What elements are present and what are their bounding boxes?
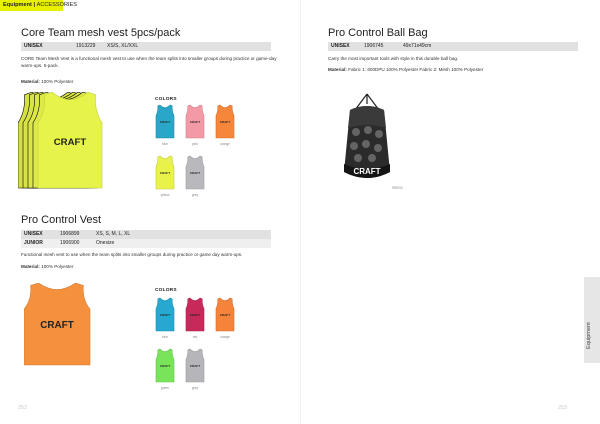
color-swatch-green[interactable]	[155, 348, 175, 389]
swatch-vest-image	[155, 297, 175, 333]
spec-label: JUNIOR	[24, 240, 43, 246]
color-swatch-orange[interactable]	[215, 297, 235, 338]
spec-code: 1906900	[60, 240, 80, 246]
product-title-pro-control-vest: Pro Control Vest	[21, 214, 102, 226]
product-description: Functional mesh vest to use when the team splits into smaller groups during practice or game day warm-ups.	[21, 252, 243, 257]
product-title-core-team-vest: Core Team mesh vest 5pcs/pack	[21, 27, 181, 39]
color-swatch-label: yellow	[160, 193, 170, 197]
color-swatch-label: blue	[161, 142, 169, 146]
page-gutter	[300, 0, 301, 424]
breadcrumb-category: Equipment	[3, 2, 32, 8]
spec-code: 1913229	[76, 43, 96, 49]
swatch-vest-image	[155, 104, 175, 140]
spec-code: 1906745	[364, 43, 384, 49]
vest-shape	[38, 92, 102, 188]
swatch-vest-image	[185, 348, 205, 384]
color-swatch-label: pink	[192, 142, 198, 146]
vest-shape	[156, 105, 174, 138]
color-swatch-orange[interactable]	[215, 104, 235, 145]
breadcrumb	[0, 0, 78, 11]
side-tab-label: Equipment	[586, 322, 592, 349]
spec-label: UNISEX	[24, 43, 43, 49]
vest-logo: CRAFT	[219, 120, 231, 125]
vest-logo: CRAFT	[159, 313, 171, 318]
colors-title: COLORS	[155, 97, 177, 102]
product-image-ball-bag	[338, 92, 396, 188]
vest-logo: CRAFT	[189, 120, 201, 125]
vest-logo: CRAFT	[189, 364, 201, 369]
breadcrumb-text: Equipment | ACCESSORIES	[3, 2, 78, 8]
spec-code: 1906899	[60, 231, 80, 237]
color-swatch-red[interactable]	[185, 297, 205, 338]
product-material	[21, 79, 279, 86]
product-description: Carry the most important tools with style in this durable ball bag.	[328, 56, 459, 61]
product-material	[328, 67, 578, 74]
vest-logo: CRAFT	[189, 171, 201, 176]
spec-sizes: XS/S, XL/XXL	[107, 43, 139, 49]
color-swatch-yellow[interactable]	[155, 155, 175, 196]
vest-logo: CRAFT	[159, 120, 171, 125]
color-swatch-blue[interactable]	[155, 104, 175, 145]
product-image-core-team-vest	[18, 92, 108, 190]
spec-row-junior	[21, 239, 271, 248]
material-value: 100% Polyester	[41, 79, 74, 84]
color-swatch-label: red	[192, 335, 198, 339]
spec-sizes: 49x71x49cm	[403, 43, 432, 49]
page-number-left: 252	[18, 405, 27, 411]
swatch-vest-image	[215, 297, 235, 333]
spec-label: UNISEX	[24, 231, 43, 237]
vest-shape	[216, 298, 234, 331]
swatch-vest-image	[155, 155, 175, 191]
color-swatch-label: grey	[191, 193, 199, 197]
vest-logo: CRAFT	[159, 171, 171, 176]
vest-shape	[186, 156, 204, 189]
breadcrumb-sub: ACCESSORIES	[36, 2, 78, 8]
color-swatch-blue[interactable]	[155, 297, 175, 338]
vest-logo: CRAFT	[53, 136, 87, 148]
bag-logo: CRAFT	[353, 167, 381, 176]
swatch-vest-image	[185, 155, 205, 191]
material-value: Fabric 1: 600DPU 100% Polyester Fabric 2: Mesh 100% Polyester	[348, 67, 484, 72]
color-swatch-grey[interactable]	[185, 348, 205, 389]
spec-row-unisex	[21, 42, 271, 51]
vest-logo: CRAFT	[219, 313, 231, 318]
page-number-right: 253	[558, 405, 567, 411]
color-swatch-label: green	[160, 386, 170, 390]
material-label: Material:	[328, 67, 347, 72]
color-swatch-label: grey	[191, 386, 199, 390]
product-title-ball-bag: Pro Control Ball Bag	[328, 27, 428, 39]
spec-row-unisex	[21, 230, 271, 239]
bag-art-number: 999000	[392, 186, 403, 190]
vest-logo: CRAFT	[40, 320, 74, 332]
product-image-pro-control-vest	[24, 283, 94, 367]
vest-logo: CRAFT	[159, 364, 171, 369]
color-swatch-grey[interactable]	[185, 155, 205, 196]
side-tab[interactable]	[584, 277, 600, 363]
color-swatch-label: orange	[220, 335, 230, 339]
product-material	[21, 264, 279, 271]
product-description: CORE Team Mesh Vest is a functional mesh vest to use when the team splits into smaller groups during practice or game-day warm-ups. 5-pack.	[21, 56, 277, 68]
color-swatch-label: blue	[161, 335, 169, 339]
vest-shape	[156, 298, 174, 331]
vest-shape	[216, 105, 234, 138]
colors-title: COLORS	[155, 288, 177, 293]
swatch-vest-image	[155, 348, 175, 384]
vest-shape	[186, 298, 204, 331]
swatch-vest-image	[215, 104, 235, 140]
vest-shape	[156, 349, 174, 382]
color-swatch-pink[interactable]	[185, 104, 205, 145]
material-label: Material:	[21, 79, 40, 84]
spec-sizes: Onesize	[96, 240, 115, 246]
spec-row-unisex	[328, 42, 578, 51]
vest-shape	[24, 283, 90, 365]
vest-logo: CRAFT	[189, 313, 201, 318]
vest-shape	[186, 349, 204, 382]
swatch-vest-image	[185, 104, 205, 140]
vest-shape	[156, 156, 174, 189]
material-label: Material:	[21, 264, 40, 269]
spec-label: UNISEX	[331, 43, 350, 49]
spec-sizes: XS, S, M, L, XL	[96, 231, 131, 237]
swatch-vest-image	[185, 297, 205, 333]
material-value: 100% Polyester	[41, 264, 74, 269]
vest-shape	[186, 105, 204, 138]
color-swatch-label: orange	[220, 142, 230, 146]
